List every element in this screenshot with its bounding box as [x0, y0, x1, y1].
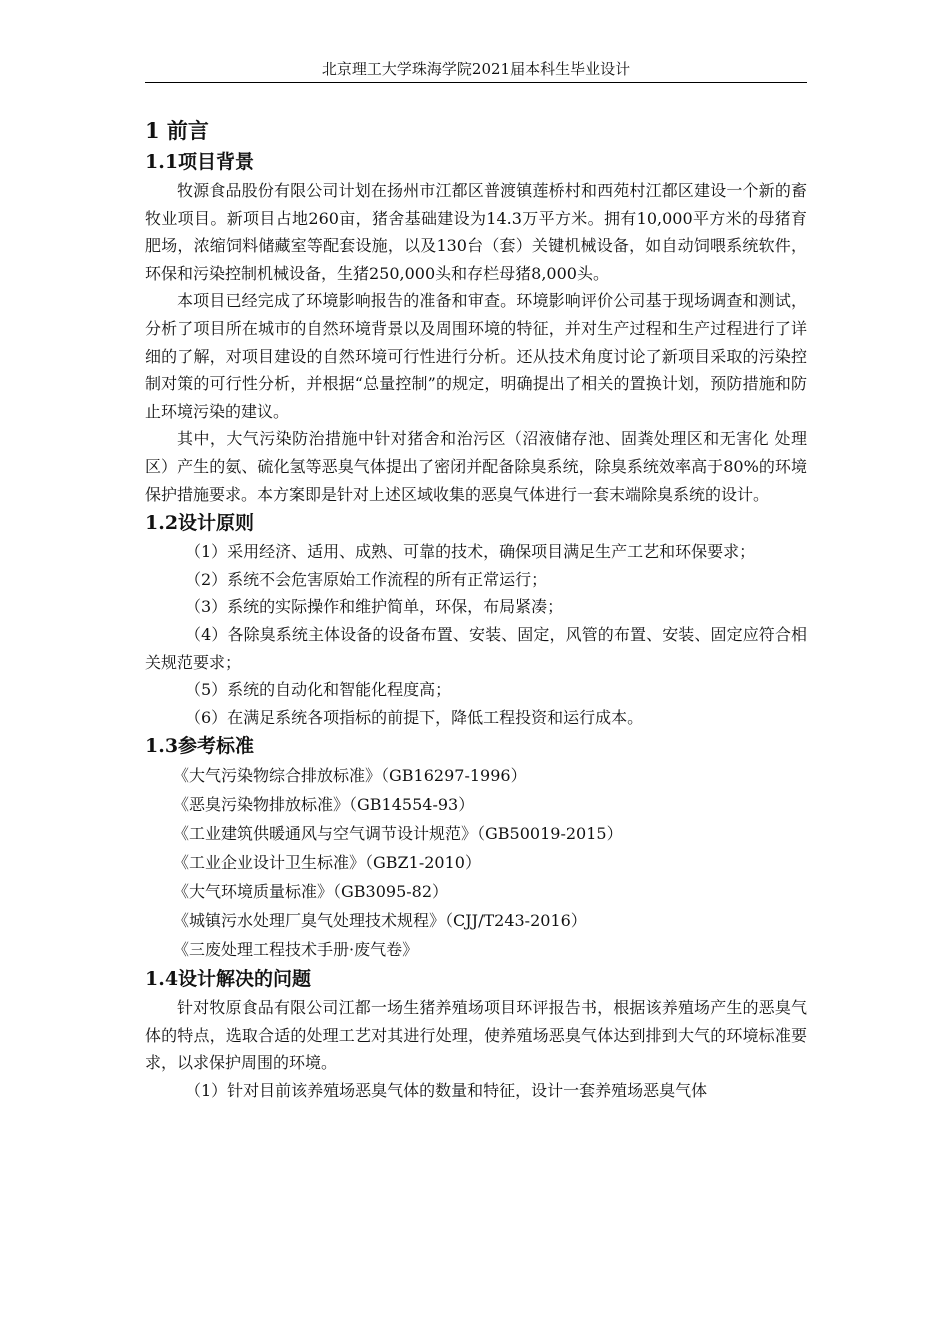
- standard-item: 《城镇污水处理厂臭气处理技术规程》（CJJ/T243-2016）: [173, 911, 587, 931]
- problem-item: （1）针对目前该养殖场恶臭气体的数量和特征，设计一套养殖场恶臭气体: [185, 1081, 708, 1101]
- section-title-background: 1.1项目背景: [145, 151, 255, 173]
- section-title-problems: 1.4设计解决的问题: [145, 968, 312, 991]
- standard-item: 《大气污染物综合排放标准》（GB16297-1996）: [173, 766, 527, 786]
- principle-item: （5）系统的自动化和智能化程度高；: [185, 680, 452, 700]
- page-header: 北京理工大学珠海学院2021届本科生毕业设计: [145, 58, 807, 83]
- section-title-standards: 1.3参考标准: [145, 735, 255, 758]
- chapter-title: 1 前言: [145, 118, 209, 143]
- principle-item: （2）系统不会危害原始工作流程的所有正常运行；: [185, 569, 548, 589]
- standard-item: 《大气环境质量标准》（GB3095-82）: [173, 882, 449, 902]
- paragraph: 其中，大气污染防治措施中针对猪舍和治污区（沼液储存池、固粪处理区和无害化 处理区）产生的氨、硫化氢等恶臭气体提出了密闭并配备除臭系统，除臭系统效率高于80%的环境保护措施要求。本方案即是针对上述区域收集的恶臭气体进行一套末端除臭系统的设计。: [145, 429, 807, 504]
- principle-item: （1）采用经济、适用、成熟、可靠的技术，确保项目满足生产工艺和环保要求；: [185, 542, 756, 562]
- standard-item: 《三废处理工程技术手册·废气卷》: [173, 940, 419, 960]
- principle-item: （3）系统的实际操作和维护简单，环保，布局紧凑；: [185, 597, 564, 617]
- document-body: [145, 116, 807, 1105]
- section-title-principles: 1.2设计原则: [145, 512, 255, 535]
- paragraph: 牧源食品股份有限公司计划在扬州市江都区普渡镇莲桥村和西苑村江都区建设一个新的畜牧业项目。新项目占地260亩，猪舍基础建设为14.3万平方米。拥有10,000平方米的母猪育肥场，浓缩饲料储藏室等配套设施，以及130台（套）关键机械设备，如自动饲喂系统软件，环保和污染控制机械设备，生猪250,000头和存栏母猪8,000头。: [145, 181, 807, 283]
- principle-item: （6）在满足系统各项指标的前提下，降低工程投资和运行成本。: [185, 707, 644, 727]
- standard-item: 《工业建筑供暖通风与空气调节设计规范》（GB50019-2015）: [173, 824, 623, 844]
- standard-item: 《工业企业设计卫生标准》（GBZ1-2010）: [173, 853, 481, 873]
- paragraph: 针对牧原食品有限公司江都一场生猪养殖场项目环评报告书，根据该养殖场产生的恶臭气体的特点，选取合适的处理工艺对其进行处理，使养殖场恶臭气体达到排到大气的环境标准要求，以求保护周围的环境。: [145, 998, 807, 1073]
- principle-item: （4）各除臭系统主体设备的设备布置、安装、固定，风管的布置、安装、固定应符合相关规范要求；: [145, 624, 807, 672]
- paragraph: 本项目已经完成了环境影响报告的准备和审查。环境影响评价公司基于现场调查和测试，分析了项目所在城市的自然环境背景以及周围环境的特征，并对生产过程和生产过程进行了详细的了解，对项目建设的自然环境可行性进行分析。还从技术角度讨论了新项目采取的污染控制对策的可行性分析，并根据“总量控制”的规定，明确提出了相关的置换计划，预防措施和防止环境污染的建议。: [145, 291, 807, 421]
- standard-item: 《恶臭污染物排放标准》（GB14554-93）: [173, 795, 475, 815]
